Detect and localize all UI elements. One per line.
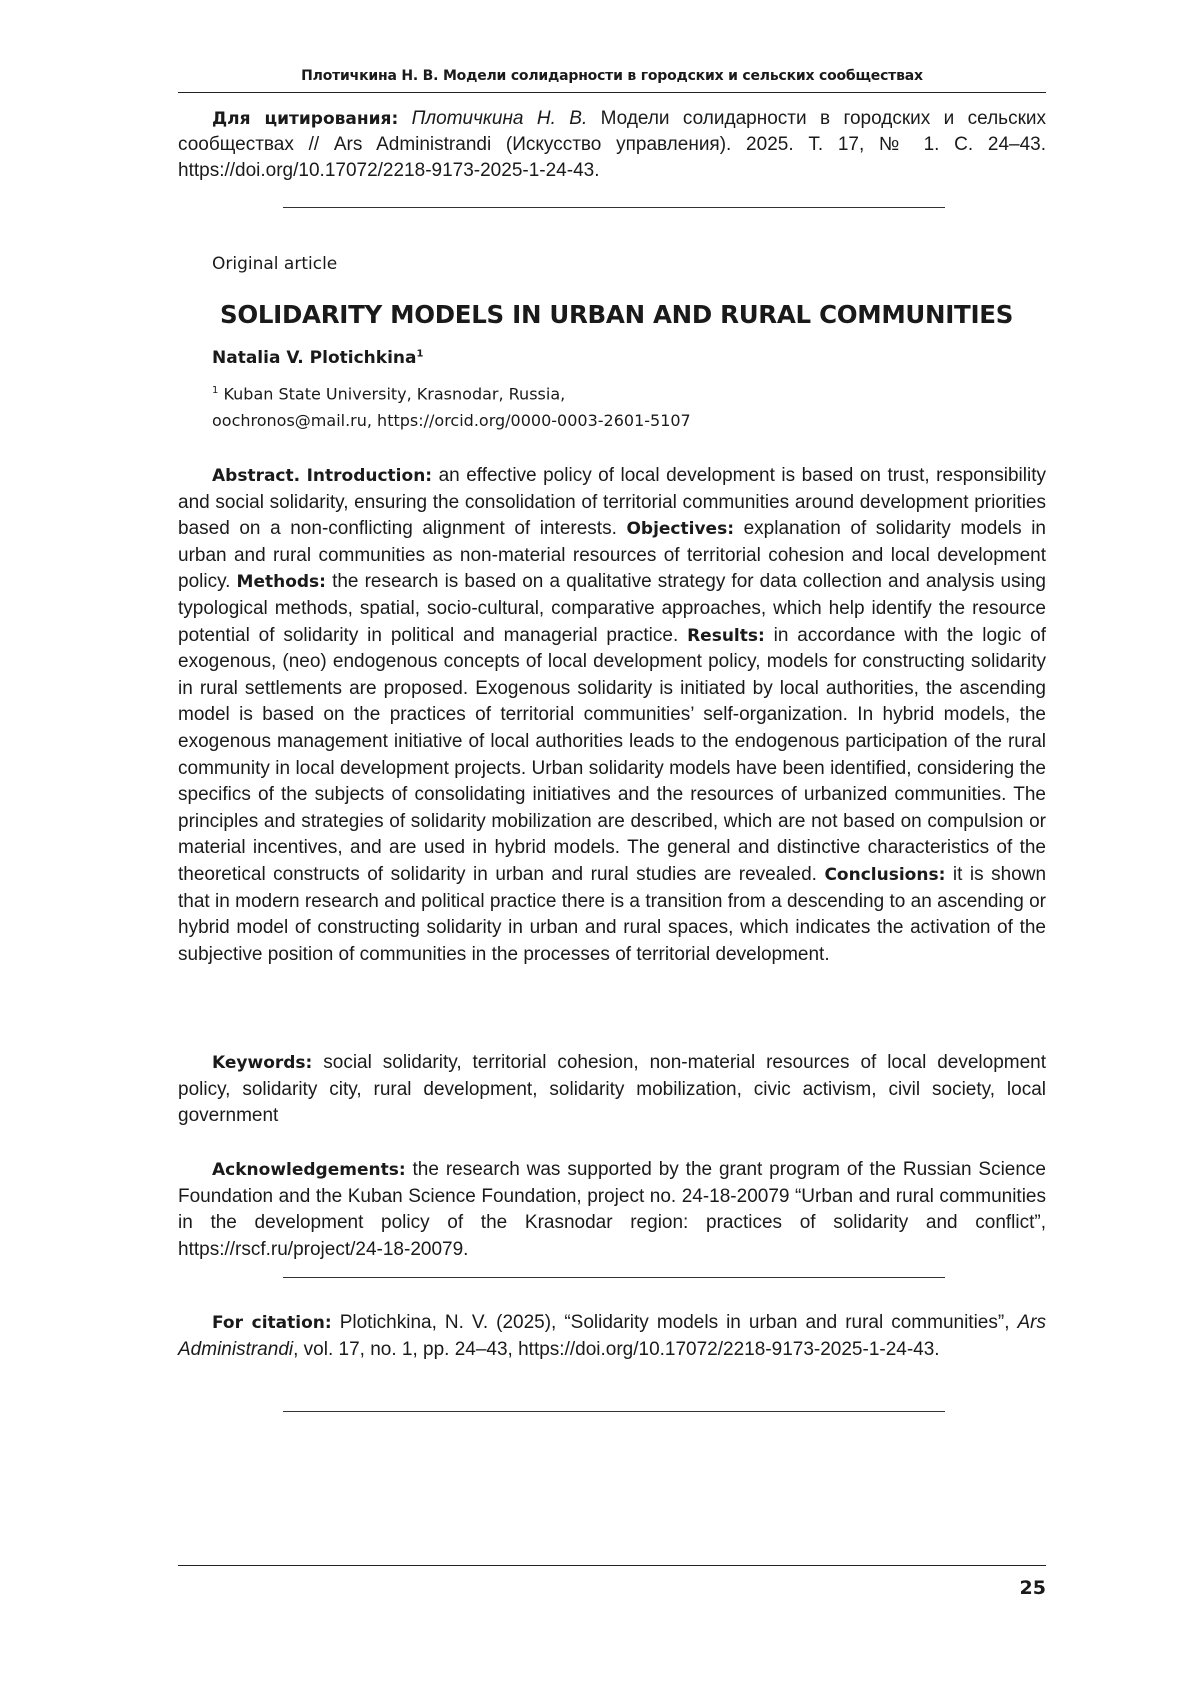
acknowledgements-label: Acknowledgements: [212,1160,406,1180]
article-type: Original article [212,254,338,274]
affiliation [212,377,691,434]
acknowledgements [178,1157,1046,1263]
methods-label: Methods: [236,572,326,593]
keywords [178,1050,1046,1130]
acknowledgements-text: the research was supported by the grant program of the Russian Science Foundation and the Kuban Science Foundation, project no. 24-18-20079 “Urban and rural communities in the development policy of the Krasnodar region: practices of solidarity and conflict”, https://rscf.ru/project/24-18-20079. [178,1159,1046,1260]
for-citation-text: Plotichkina, N. V. (2025), “Solidarity models in urban and rural communities”, [331,1312,1018,1333]
conclusions-label: Conclusions: [824,864,946,885]
page-number: 25 [1019,1577,1046,1599]
objectives-label: Objectives: [626,519,734,540]
affiliation-line-1: Kuban State University, Krasnodar, Russia, [218,384,566,404]
citation-ru-author: Плотичкина Н. В. [411,108,588,129]
results-label: Results: [687,625,765,646]
divider [283,1277,945,1278]
article-title: SOLIDARITY MODELS IN URBAN AND RURAL COMMUNITIES [220,300,1014,329]
for-citation-label: For citation: [212,1313,332,1333]
abstract-label: Abstract. [212,466,301,486]
introduction-text: an effective policy of local development is based on trust, responsibility and social solidarity, ensuring the consolidation of territorial communities around development priorities based on a non-conflicting alignment of interests. [178,465,1047,540]
author-name [212,348,423,368]
introduction-label: Introduction: [306,466,433,486]
running-head: Плотичкина Н. В. Модели солидарности в городских и сельских сообществах [301,68,923,84]
divider [283,1411,945,1412]
affiliation-superscript: 1 [212,385,219,396]
keywords-text: social solidarity, territorial cohesion, non-material resources of local development policy, solidarity city, rural development, solidarity mobilization, civic activism, civil society, local government [178,1052,1046,1127]
methods-text: the research is based on a qualitative strategy for data collection and analysis using typological methods, spatial, socio-cultural, comparative approaches, which help identify the resource potential of solidarity in political and managerial practice. [178,571,1046,646]
citation-ru-text: Модели солидарности в городских и сельских сообществах // Ars Administrandi (Искусство управления). 2025. Т. 17, № 1. С. 24–43. https://doi.org/10.17072/2218-9173-2025-1-24-43. [178,108,1046,181]
results-text: in accordance with the logic of exogenous, (neo) endogenous concepts of local development policy, models for constructing solidarity in rural settlements are proposed. Exogenous solidarity is initiated by local authorities, the ascending model is based on the practices of territorial communities’ self-organization. In hybrid models, the exogenous management initiative of local authorities leads to the endogenous participation of the rural community in local development projects. Urban solidarity models have been identified, considering the specifics of the subjects of consolidating initiatives and the resources of urbanized communities. The principles and strategies of solidarity mobilization are described, which are not based on compulsion or material incentives, and are used in hybrid models. The general and distinctive characteristics of the theoretical constructs of solidarity in urban and rural studies are revealed. [178,624,1047,885]
conclusions-text: it is shown that in modern research and political practice there is a transition from a descending to an ascending or hybrid model of constructing solidarity in urban and rural spaces, which indicates the activation of the subjective position of communities in the processes of territorial development. [178,863,1047,965]
keywords-label: Keywords: [212,1053,313,1073]
author-superscript: 1 [416,348,424,360]
objectives-text: explanation of solidarity models in urban and rural communities as non-material resources of territorial cohesion and local development policy. [178,518,1046,593]
for-citation-journal: Ars Administrandi [178,1312,1046,1360]
footer-divider [178,1565,1046,1566]
citation-ru-label: Для цитирования: [212,109,399,129]
header-divider [178,92,1046,93]
divider [283,207,945,208]
affiliation-contacts: oochronos@mail.ru, https://orcid.org/0000-0003-2601-5107 [212,411,691,431]
citation-ru [178,106,1046,184]
author-name-text: Natalia V. Plotichkina [212,348,417,368]
abstract [178,463,1046,968]
for-citation-text-end: , vol. 17, no. 1, pp. 24–43, https://doi.org/10.17072/2218-9173-2025-1-24-43. [293,1338,940,1360]
for-citation [178,1310,1046,1363]
